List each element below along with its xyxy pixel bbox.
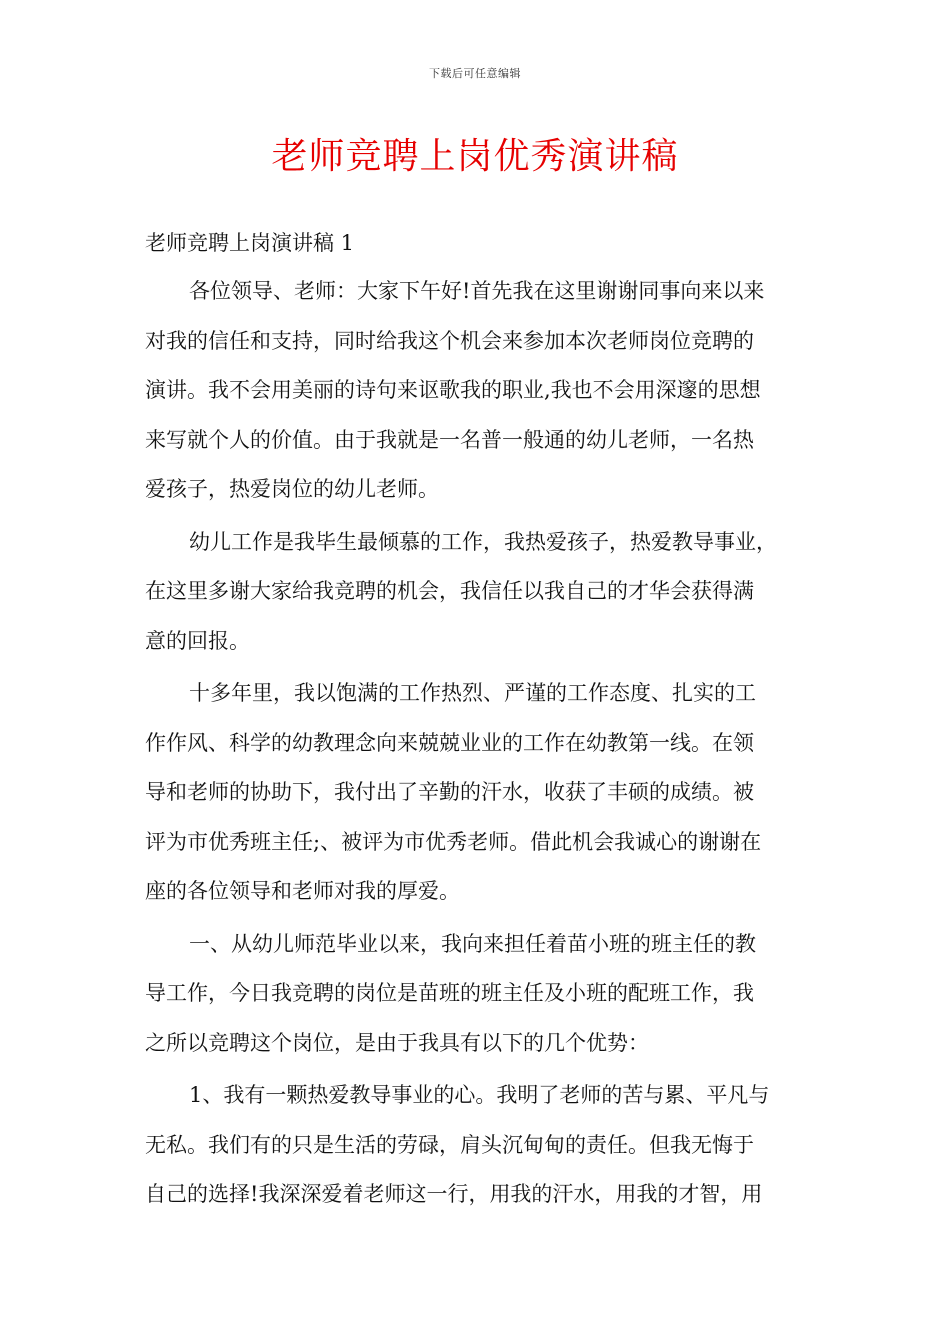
paragraph-1 bbox=[145, 276, 807, 524]
paragraph-3 bbox=[145, 678, 807, 926]
paragraph-line: 对我的信任和支持，同时给我这个机会来参加本次老师岗位竞聘的 bbox=[145, 328, 754, 353]
paragraph-line: 爱孩子，热爱岗位的幼儿老师。 bbox=[145, 477, 439, 501]
paragraph-line: 1、我有一颗热爱教导事业的心。我明了老师的苦与累、平凡与 bbox=[189, 1083, 770, 1107]
paragraph-line: 在这里多谢大家给我竞聘的机会，我信任以我自己的才华会获得满 bbox=[145, 579, 754, 603]
paragraph-line: 导工作，今日我竞聘的岗位是苗班的班主任及小班的配班工作，我 bbox=[145, 981, 754, 1005]
paragraph-5 bbox=[145, 1080, 807, 1229]
paragraph-line: 意的回报。 bbox=[145, 628, 250, 653]
document-body bbox=[145, 228, 807, 1232]
paragraph-line: 无私。我们有的只是生活的劳碌，肩头沉甸甸的责任。但我无悔于 bbox=[145, 1132, 754, 1157]
paragraph-line: 十多年里，我以饱满的工作热烈、严谨的工作态度、扎实的工 bbox=[189, 681, 756, 705]
header-note: 下载后可任意编辑 bbox=[429, 67, 521, 80]
section-heading: 老师竞聘上岗演讲稿 1 bbox=[145, 231, 355, 255]
paragraph-line: 座的各位领导和老师对我的厚爱。 bbox=[145, 879, 460, 903]
paragraph-line: 一、从幼儿师范毕业以来，我向来担任着苗小班的班主任的教 bbox=[189, 931, 756, 956]
paragraph-4 bbox=[145, 929, 807, 1078]
paragraph-line: 各位领导、老师：大家下午好!首先我在这里谢谢同事向来以来 bbox=[189, 279, 765, 303]
paragraph-line: 之所以竞聘这个岗位，是由于我具有以下的几个优势： bbox=[145, 1030, 649, 1055]
paragraph-line: 自己的选择!我深深爱着老师这一行，用我的汗水，用我的才智，用 bbox=[145, 1182, 763, 1206]
document-title: 老师竞聘上岗优秀演讲稿 bbox=[271, 136, 679, 177]
paragraph-line: 幼儿工作是我毕生最倾慕的工作，我热爱孩子，热爱教导事业， bbox=[189, 529, 777, 554]
paragraph-line: 导和老师的协助下，我付出了辛勤的汗水，收获了丰硕的成绩。被 bbox=[145, 780, 754, 804]
paragraph-line: 作作风、科学的幼教理念向来兢兢业业的工作在幼教第一线。在领 bbox=[145, 730, 754, 755]
paragraph-line: 评为市优秀班主任;、被评为市优秀老师。借此机会我诚心的谢谢在 bbox=[145, 829, 762, 854]
paragraph-line: 来写就个人的价值。由于我就是一名普一般通的幼儿老师，一名热 bbox=[145, 427, 754, 452]
paragraph-line: 演讲。我不会用美丽的诗句来讴歌我的职业,我也不会用深邃的思想 bbox=[145, 378, 761, 402]
paragraph-2 bbox=[145, 527, 807, 676]
